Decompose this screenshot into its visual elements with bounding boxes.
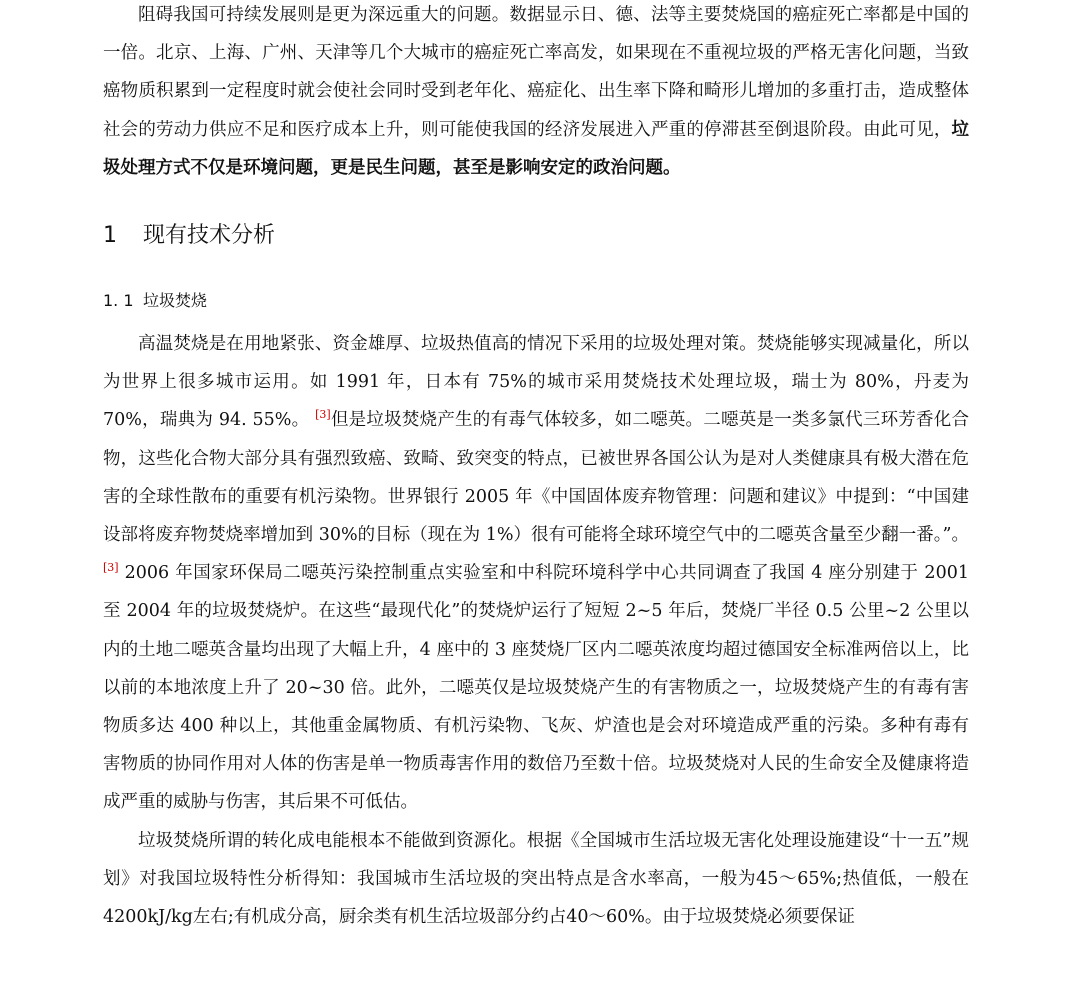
document-page [103,0,969,936]
incineration-paragraph [103,325,969,822]
intro-paragraph [103,0,969,187]
energy-text: 垃圾焚烧所谓的转化成电能根本不能做到资源化。根据《全国城市生活垃圾无害化处理设施建设“十一五”规划》对我国垃圾特性分析得知：我国城市生活垃圾的突出特点是含水率高，一般为45～65%;热值低，一般在4200kJ/kg左右;有机成分高，厨余类有机生活垃圾部分约占40～60%。由于垃圾焚烧必须要保证 [103,830,969,928]
subsection-number: 1. 1 [103,291,134,311]
incineration-text-b: 但是垃圾焚烧产生的有毒气体较多，如二噁英。二噁英是一类多氯代三环芳香化合物，这些化合物大部分具有强烈致癌、致畸、致突变的特点，已被世界各国公认为是对人类健康具有极大潜在危害的全球性散布的重要有机污染物。世界银行 2005 年《中国固体废弃物管理：问题和建议》中提到：“中国建设部将废弃物焚烧率增加到 30%的目标（现在为 1%）很有可能将全球环境空气中的二噁英含量至少翻一番。”。 [103,410,969,546]
citation-link[interactable]: [3] [103,561,119,575]
incineration-text-a: 高温焚烧是在用地紧张、资金雄厚、垃圾热值高的情况下采用的垃圾处理对策。焚烧能够实现减量化，所以为世界上很多城市运用。如 1991 年，日本有 75%的城市采用焚烧技术处理垃圾，瑞士为 80%，丹麦为 70%，瑞典为 94. 55%。 [103,334,969,431]
subsection-heading-1-1 [103,251,969,325]
intro-bold-conclusion: 垃圾处理方式不仅是环境问题，更是民生问题，甚至是影响安定的政治问题。 [103,119,969,178]
section-heading-1 [103,187,969,251]
section-number: 1 [103,223,117,249]
section-title: 现有技术分析 [143,223,276,249]
subsection-title: 垃圾焚烧 [143,291,208,311]
intro-text: 阻碍我国可持续发展则是更为深远重大的问题。数据显示日、德、法等主要焚烧国的癌症死亡率都是中国的一倍。北京、上海、广州、天津等几个大城市的癌症死亡率高发，如果现在不重视垃圾的严格无害化问题，当致癌物质积累到一定程度时就会使社会同时受到老年化、癌症化、出生率下降和畸形儿增加的多重打击，造成整体社会的劳动力供应不足和医疗成本上升，则可能使我国的经济发展进入严重的停滞甚至倒退阶段。由此可见， [103,5,969,140]
incineration-text-c: 2006 年国家环保局二噁英污染控制重点实验室和中科院环境科学中心共同调查了我国 4 座分别建于 2001 至 2004 年的垃圾焚烧炉。在这些“最现代化”的焚烧炉运行了短短 2~5 年后，焚烧厂半径 0.5 公里~2 公里以内的土地二噁英含量均出现了大幅上升，4 座中的 3 座焚烧厂区内二噁英浓度均超过德国安全标准两倍以上，比以前的本地浓度上升了 20~30 倍。此外，二噁英仅是垃圾焚烧产生的有害物质之一，垃圾焚烧产生的有毒有害物质多达 400 种以上，其他重金属物质、有机污染物、飞灰、炉渣也是会对环境造成严重的污染。多种有毒有害物质的协同作用对人体的伤害是单一物质毒害作用的数倍乃至数十倍。垃圾焚烧对人民的生命安全及健康将造成严重的威胁与伤害，其后果不可低估。 [103,563,969,813]
energy-paragraph [103,822,969,937]
citation-link[interactable]: [3] [315,408,331,422]
